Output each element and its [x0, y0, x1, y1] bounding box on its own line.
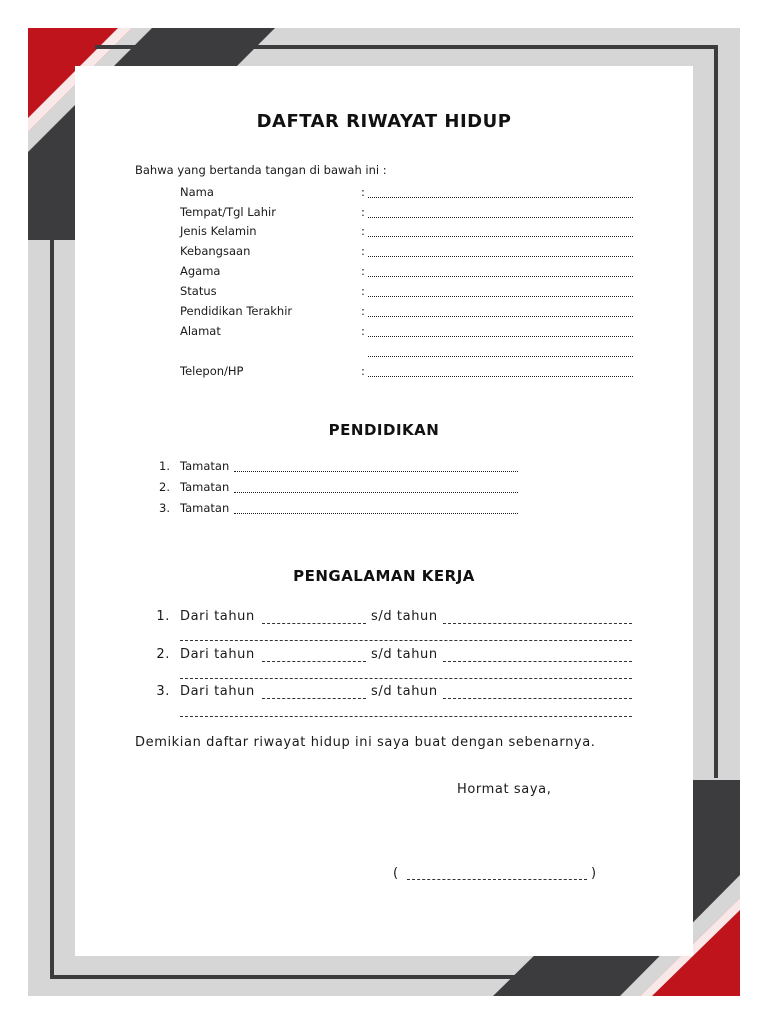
- field-fill-line-pendidikan-terakhir: [368, 316, 633, 317]
- list-item-number: 3.: [159, 501, 170, 515]
- field-colon: :: [361, 324, 365, 338]
- field-fill-line-agama: [368, 276, 633, 277]
- education-fill-line-2: [234, 492, 518, 493]
- experience-from-line-3: [262, 698, 366, 699]
- experience-to-line-3: [443, 698, 632, 699]
- education-item-label: Tamatan: [180, 501, 230, 515]
- experience-to-line-2: [443, 661, 632, 662]
- experience-to-label: s/d tahun: [371, 609, 438, 624]
- experience-detail-line-1: [180, 640, 632, 641]
- field-colon: :: [361, 264, 365, 278]
- frame-dark-line-right: [714, 45, 718, 778]
- field-fill-line-telepon-hp: [368, 376, 633, 377]
- signature-close-paren: ): [591, 866, 597, 881]
- experience-detail-line-3: [180, 716, 632, 717]
- experience-detail-line-2: [180, 678, 632, 679]
- field-label-tempat-tgl-lahir: Tempat/Tgl Lahir: [180, 205, 276, 219]
- experience-heading: PENGALAMAN KERJA: [293, 567, 475, 585]
- experience-to-label: s/d tahun: [371, 647, 438, 662]
- frame-dark-line-left: [50, 200, 54, 979]
- signature-open-paren: (: [393, 866, 399, 881]
- page-title: DAFTAR RIWAYAT HIDUP: [256, 111, 512, 132]
- field-label-pendidikan-terakhir: Pendidikan Terakhir: [180, 304, 293, 318]
- field-fill-line-alamat: [368, 336, 633, 337]
- education-item-label: Tamatan: [180, 459, 230, 473]
- field-fill-line-alamat-2: [368, 356, 633, 357]
- education-item-label: Tamatan: [180, 480, 230, 494]
- field-fill-line-tempat-tgl-lahir: [368, 217, 633, 218]
- field-label-kebangsaan: Kebangsaan: [180, 244, 251, 258]
- field-colon: :: [361, 284, 365, 298]
- experience-from-label: Dari tahun: [180, 609, 255, 624]
- list-item-number: 3.: [156, 684, 170, 699]
- list-item-number: 1.: [156, 609, 170, 624]
- experience-from-line-2: [262, 661, 366, 662]
- field-label-telepon-hp: Telepon/HP: [180, 364, 244, 378]
- field-fill-line-nama: [368, 197, 633, 198]
- field-colon: :: [361, 205, 365, 219]
- field-fill-line-status: [368, 296, 633, 297]
- field-label-agama: Agama: [180, 264, 221, 278]
- field-fill-line-kebangsaan: [368, 256, 633, 257]
- list-item-number: 1.: [159, 459, 170, 473]
- education-heading: PENDIDIKAN: [328, 421, 440, 439]
- field-colon: :: [361, 304, 365, 318]
- frame-dark-line-top: [95, 45, 718, 49]
- frame-dark-line-bottom: [50, 975, 520, 979]
- field-label-alamat: Alamat: [180, 324, 221, 338]
- field-label-nama: Nama: [180, 185, 214, 199]
- field-label-jenis-kelamin: Jenis Kelamin: [180, 224, 257, 238]
- field-fill-line-jenis-kelamin: [368, 236, 633, 237]
- experience-from-line-1: [262, 623, 366, 624]
- closing-statement: Demikian daftar riwayat hidup ini saya buat dengan sebenarnya.: [135, 735, 596, 750]
- field-colon: :: [361, 244, 365, 258]
- experience-to-line-1: [443, 623, 632, 624]
- list-item-number: 2.: [159, 480, 170, 494]
- field-colon: :: [361, 364, 365, 378]
- list-item-number: 2.: [156, 647, 170, 662]
- signature-greeting: Hormat saya,: [457, 782, 552, 797]
- signature-name-line: [407, 879, 587, 880]
- experience-from-label: Dari tahun: [180, 684, 255, 699]
- education-fill-line-3: [234, 513, 518, 514]
- field-colon: :: [361, 224, 365, 238]
- experience-to-label: s/d tahun: [371, 684, 438, 699]
- intro-text: Bahwa yang bertanda tangan di bawah ini :: [135, 163, 387, 177]
- experience-from-label: Dari tahun: [180, 647, 255, 662]
- field-label-status: Status: [180, 284, 217, 298]
- education-fill-line-1: [234, 471, 518, 472]
- field-colon: :: [361, 185, 365, 199]
